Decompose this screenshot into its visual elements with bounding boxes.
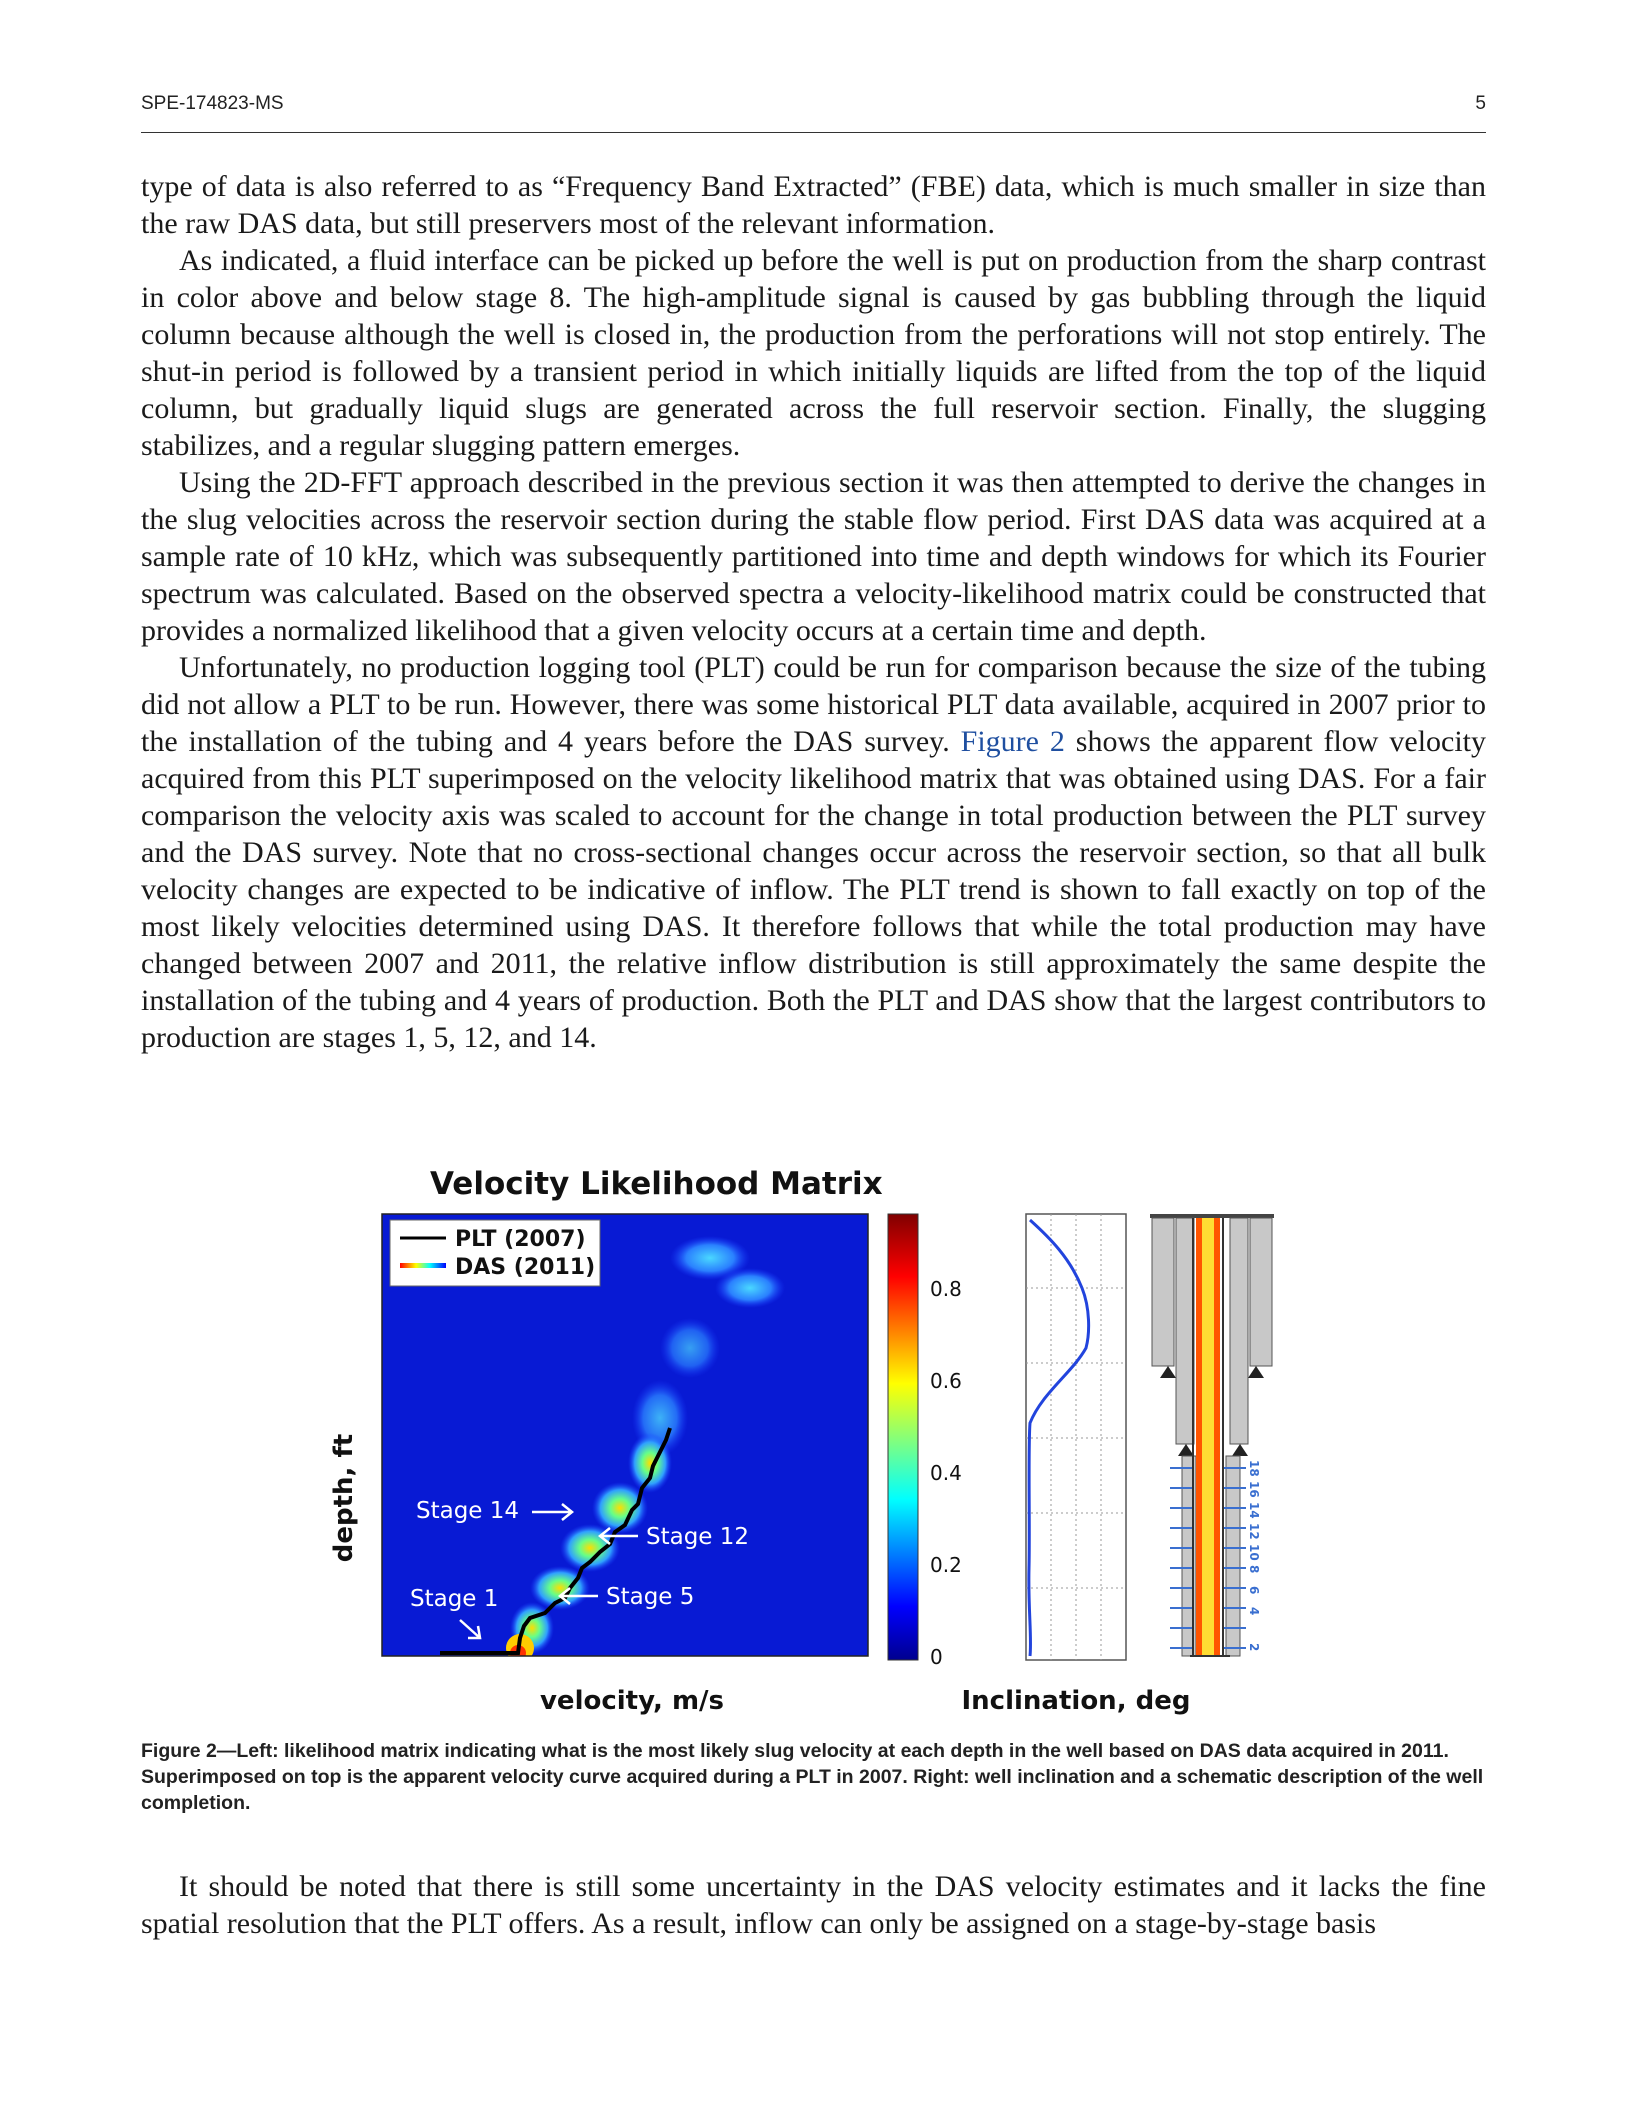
paragraph-4-text-a: Unfortunately, no production logging tool (PLT) could be run for comparison because the size of the tubing did not allow a PLT to be run. However, there was some historical PLT data available, acquired in 2007 prior to the installation of the tubing and 4 years before the DAS survey.: [141, 651, 1486, 758]
annotation-stage-14: Stage 14: [416, 1498, 520, 1524]
figure-2: [320, 1148, 1330, 1728]
colorbar-tick-0.6: 0.6: [930, 1369, 962, 1393]
figure-caption: Figure 2—Left: likelihood matrix indicating what is the most likely slug velocity at each depth in the well based on DAS data acquired in 2011. Superimposed on top is the apparent velocity curve acquired during a PLT in 2007. Right: well inclination and a schematic description of the well completion.: [141, 1740, 1484, 1814]
well-schematic: [1150, 1214, 1274, 1656]
colorbar-tick-0.8: 0.8: [930, 1277, 962, 1301]
stage-number-labels: [1247, 1460, 1261, 1651]
inclination-label: Inclination, deg: [961, 1686, 1191, 1716]
stage-number-16: 16: [1247, 1481, 1261, 1498]
inclination-plot: [1026, 1214, 1126, 1660]
stage-number-4: 4: [1247, 1607, 1261, 1616]
annotation-stage-5: Stage 5: [606, 1584, 695, 1610]
paragraph-4-text-b: shows the apparent flow velocity acquired from this PLT superimposed on the velocity likelihood matrix that was obtained using DAS. For a fair comparison the velocity axis was scaled to account for the change in total production between the PLT survey and the DAS survey. Note that no cross-sectional changes occur across the reservoir section, so that all bulk velocity changes are expected to be indicative of inflow. The PLT trend is shown to fall exactly on top of the most likely velocities determined using DAS. It therefore follows that while the total production may have changed between 2007 and 2011, the relative inflow distribution is still approximately the same despite the installation of the tubing and 4 years of production. Both the PLT and DAS show that the largest contributors to production are stages 1, 5, 12, and 14.: [141, 725, 1487, 1054]
stage-number-2: 2: [1247, 1643, 1261, 1652]
paper-id: SPE-174823-MS: [141, 93, 284, 114]
figure-title: Velocity Likelihood Matrix: [430, 1166, 883, 1202]
legend-label-plt: PLT (2007): [455, 1227, 586, 1252]
paragraph-2: As indicated, a fluid interface can be picked up before the well is put on production from the sharp contrast in color above and below stage 8. The high-amplitude signal is caused by gas bubbling through the liquid column because although the well is closed in, the production from the perforations will not stop entirely. The shut-in period is followed by a transient period in which initially liquids are lifted from the top of the liquid column, but gradually liquid slugs are generated across the full reservoir section. Finally, the slugging stabilizes, and a regular slugging pattern emerges.: [141, 244, 1486, 462]
stage-number-14: 14: [1247, 1502, 1261, 1519]
colorbar: [888, 1214, 918, 1660]
colorbar-tick-0: 0: [930, 1645, 943, 1669]
figure-2-graphic: [320, 1148, 1330, 1728]
colorbar-tick-0.2: 0.2: [930, 1553, 962, 1577]
page-header: [141, 93, 1486, 133]
body-text-top: [141, 168, 1486, 1056]
legend-line-das: [400, 1263, 446, 1268]
paragraph-4: [141, 649, 1486, 1056]
paragraph-5: It should be noted that there is still some uncertainty in the DAS velocity estimates and it lacks the fine spatial resolution that the PLT offers. As a result, inflow can only be assigned on a stage-by-stage basis: [141, 1870, 1486, 1940]
paragraph-1: type of data is also referred to as “Frequency Band Extracted” (FBE) data, which is much smaller in size than the raw DAS data, but still preservers most of the relevant information.: [141, 170, 1486, 240]
legend-label-das: DAS (2011): [455, 1255, 596, 1280]
stage-number-12: 12: [1247, 1523, 1261, 1540]
stage-number-8: 8: [1247, 1565, 1261, 1574]
body-text-bottom: [141, 1868, 1486, 1942]
annotation-stage-1: Stage 1: [410, 1586, 499, 1612]
figure-2-link[interactable]: Figure 2: [960, 725, 1065, 758]
stage-number-18: 18: [1247, 1460, 1261, 1477]
x-axis-label: velocity, m/s: [539, 1686, 725, 1716]
page-number: 5: [1475, 93, 1486, 114]
stage-number-10: 10: [1247, 1544, 1261, 1561]
annotation-stage-12: Stage 12: [646, 1524, 750, 1550]
stage-number-6: 6: [1247, 1586, 1261, 1595]
paragraph-3: Using the 2D-FFT approach described in the previous section it was then attempted to derive the changes in the slug velocities across the reservoir section during the stable flow period. First DAS data was acquired at a sample rate of 10 kHz, which was subsequently partitioned into time and depth windows for which its Fourier spectrum was calculated. Based on the observed spectra a velocity-likelihood matrix could be constructed that provides a normalized likelihood that a given velocity occurs at a certain time and depth.: [141, 466, 1486, 647]
colorbar-tick-0.4: 0.4: [930, 1461, 962, 1485]
y-axis-label: depth, ft: [329, 1433, 359, 1563]
header-divider: [141, 132, 1486, 133]
